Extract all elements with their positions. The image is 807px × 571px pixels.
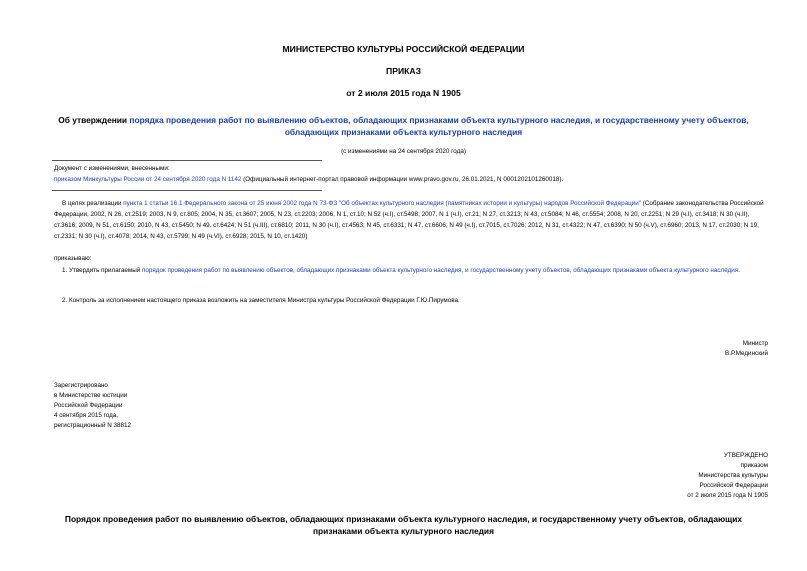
orders-word: приказываю: [54, 255, 92, 262]
amendments-line [54, 175, 754, 185]
preamble-paragraph [54, 198, 767, 242]
registration-line: Российской Федерации [54, 402, 123, 409]
preamble-rest: (Собрание законодательства Российской Федерации, 2002, N 26, ст.2519; 2003, N 9, ст.805; 2004, N 35, ст.3607; 2005, N 23, ст.2203; 2006, N 1, ст.10; N 52 (ч.I), ст.5498; 2007, N 1 (ч.I), ст.21; N 27, ст.3213; N 43, ст.5084; N 46, ст.5554; 2008, N 20, ст.2251; N 29 (ч.I), ст.3418; N 30 (ч.II), ст.3616; 2009, N 51, ст.6150; 2010, N 43, ст.5450; N 49, ст.6424; N 51 (ч.III), ст.6810; 2011, N 30 (ч.I), ст.4563; N 45, ст.6331; N 47, ст.6606; N 49 (ч.I), ст.7015, ст.7026; 2012, N 31, ст.4322; N 47, ст.6390; N 50 (ч.V), ст.6960; 2013, N 17, ст.2030; N 19, ст.2331; N 30 (ч.I), ст.4078; 2014, N 43, ст.5799; N 49 (ч.VI), ст.6928; 2015, N 10, ст.1420) [54, 200, 764, 240]
ministry-heading: МИНИСТЕРСТВО КУЛЬТУРЫ РОССИЙСКОЙ ФЕДЕРАЦИИ [282, 44, 525, 54]
approved-line: Министерства культуры [698, 472, 768, 479]
procedure-title: Порядок проведения работ по выявлению объектов, обладающих признаками объекта культурного наследия, и государственному учету объектов, обладающих признаками объекта культурного наследия [64, 514, 743, 536]
registration-line: регистрационный N 38812 [54, 422, 132, 429]
approved-line: приказом [740, 462, 768, 469]
registration-line: в Министерстве юстиции [54, 392, 128, 399]
order-date-heading: от 2 июля 2015 года N 1905 [346, 88, 461, 98]
procedure-link[interactable]: порядок проведения работ по выявлению объектов, обладающих признаками объекта культурного наследия, и государственному учету объектов, обладающих признаками объекта культурного наследия [142, 267, 739, 274]
item-2: 2. Контроль за исполнением настоящего приказа возложить на заместителя Министра культуры Российской Федерации Г.Ю.Пирумова. [62, 297, 460, 304]
registration-block [54, 381, 254, 431]
minister-name: В.Р.Мединский [725, 350, 768, 357]
federal-law-link[interactable]: пункта 1 статьи 16.1 Федерального закона от 25 июня 2002 года N 73-ФЗ "Об объектах культурного наследия (памятниках истории и культуры) народов Российской Федерации" [123, 200, 641, 207]
preamble-intro: В целях реализации [62, 200, 124, 207]
amendment-source: (Официальный интернет-портал правовой информации www.pravo.gov.ru, 26.01.2021, N 0001202101260018). [241, 176, 564, 183]
item-1 [54, 265, 767, 276]
item-1-prefix: 1. Утвердить прилагаемый [62, 267, 143, 274]
amendments-top-rule [52, 160, 322, 161]
approved-block [560, 451, 768, 501]
amendments-label: Документ с изменениями, внесенными: [54, 165, 170, 172]
approved-line: от 2 июля 2015 года N 1905 [687, 492, 768, 499]
approved-line: УТВЕРЖДЕНО [723, 452, 768, 459]
amendment-link[interactable]: приказом Минкультуры России от 24 сентября 2020 года N 1142 [54, 176, 242, 183]
registration-line: 4 сентября 2015 года, [54, 412, 119, 419]
item-1-end: . [738, 267, 740, 274]
minister-position: Министр [742, 340, 768, 347]
amendments-bottom-rule [52, 190, 322, 191]
registration-line: Зарегистрировано [54, 382, 108, 389]
approved-line: Российской Федерации [699, 482, 768, 489]
order-title [52, 114, 755, 138]
order-type-heading: ПРИКАЗ [386, 66, 421, 76]
changes-note: (с изменениями на 24 сентября 2020 года) [341, 148, 466, 155]
order-title-link[interactable]: порядка проведения работ по выявлению объектов, обладающих признаками объекта культурного наследия, и государственному учету объектов, обладающих признаками объекта культурного наследия [129, 115, 749, 137]
order-title-prefix: Об утверждении [58, 115, 130, 125]
